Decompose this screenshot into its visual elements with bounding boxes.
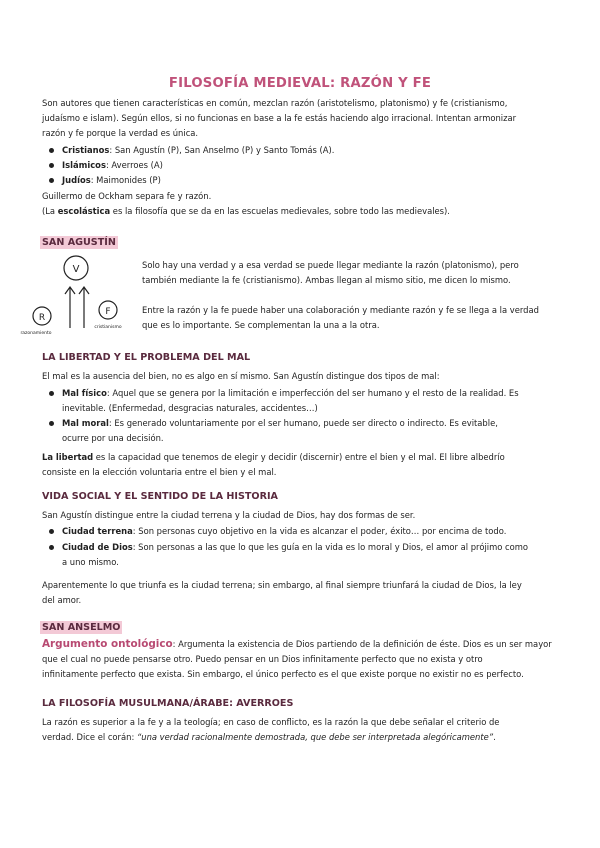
list-item: Ciudad de Dios: Son personas a las que lo que les guía en la vida es lo moral y Dios, el amor al prójimo como a uno mismo. — [62, 540, 556, 570]
razon-fe-diagram — [12, 250, 132, 340]
san-anselmo-paragraph: Argumento ontológico: Argumenta la existencia de Dios partiendo de la definición de éste. Dios es un ser mayor que el cual no puede pensarse otro. Puedo pensar en un Dios infinitamente perfecto que no exista y otro infinitamente perfecto que exista. Sin embargo, el único perfecto es el que existe porque no existir no es perfecto. — [42, 638, 552, 679]
section-heading-libertad: LA LIBERTAD Y EL PROBLEMA DEL MAL — [42, 352, 251, 363]
list-item: Judíos: Maimonides (P) — [62, 173, 556, 188]
escolastica-line: (La escolástica es la filosofía que se da en las escuelas medievales, sobre todo las medievales). — [42, 206, 450, 216]
list-item: Mal físico: Aquel que se genera por la limitación e imperfección del ser humano y el resto de la realidad. Es inevitable. (Enfermedad, desgracias naturales, accidentes…) — [62, 386, 556, 416]
list-item: Mal moral: Es generado voluntariamente por el ser humano, puede ser directo o indirecto. Es evitable, ocurre por una decisión. — [62, 416, 556, 446]
san-agustin-paragraph-2: Entre la razón y la fe puede haber una colaboración y mediante razón y fe se llega a la verdad que es lo importante. Se complementan la una a la otra. — [142, 305, 539, 330]
list-item: Islámicos: Averroes (A) — [62, 158, 556, 173]
vida-social-conclusion: Aparentemente lo que triunfa es la ciudad terrena; sin embargo, al final siempre triunfará la ciudad de Dios, la ley del amor. — [42, 580, 522, 605]
intro-line: judaísmo e islam). Según ellos, si no funcionas en base a la fe estás haciendo algo irracional. Intentan armonizar — [42, 113, 517, 123]
page-title: FILOSOFÍA MEDIEVAL: RAZÓN Y FE — [168, 76, 432, 91]
intro-paragraph — [42, 96, 558, 141]
san-agustin-paragraph-1: Solo hay una verdad y a esa verdad se puede llegar mediante la razón (platonismo), pero también mediante la fe (cristianismo). Ambas llegan al mismo sitio, me dicen lo mismo. — [142, 260, 519, 285]
section-heading-vida-social: VIDA SOCIAL Y EL SENTIDO DE LA HISTORIA — [42, 491, 278, 502]
argumento-ontologico-label: Argumento ontológico — [42, 638, 173, 650]
ockham-line: Guillermo de Ockham separa fe y razón. — [42, 191, 212, 201]
averroes-paragraph: La razón es superior a la fe y a la teología; en caso de conflicto, es la razón la que debe señalar el criterio de verdad. Dice el corán: “una verdad racionalmente demostrada, que debe ser interpretada alegóricamente”. — [42, 717, 500, 742]
fe-caption: cristianismo — [94, 325, 122, 330]
razon-label: R — [38, 313, 46, 323]
list-item: Cristianos: San Agustín (P), San Anselmo (P) y Santo Tomás (A). — [62, 143, 556, 158]
libertad-definition: La libertad es la capacidad que tenemos de elegir y decidir (discernir) entre el bien y el mal. El libre albedrío consiste en la elección voluntaria entre el bien y el mal. — [42, 452, 505, 477]
intro-line: razón y fe porque la verdad es única. — [42, 128, 199, 138]
section-heading-averroes: LA FILOSOFÍA MUSULMANA/ÁRABE: AVERROES — [42, 698, 294, 709]
fe-label: F — [105, 307, 111, 317]
vida-social-intro: San Agustín distingue entre la ciudad terrena y la ciudad de Dios, hay dos formas de ser. — [42, 510, 416, 520]
section-heading-san-agustin: SAN AGUSTÍN — [42, 237, 116, 248]
intro-line: Son autores que tienen características en común, mezclan razón (aristotelismo, platonismo) y fe (cristianismo, — [42, 98, 508, 108]
coran-quote: “una verdad racionalmente demostrada, que debe ser interpretada alegóricamente” — [136, 732, 494, 742]
list-item: Ciudad terrena: Son personas cuyo objetivo en la vida es alcanzar el poder, éxito… por encima de todo. — [62, 524, 556, 539]
verdad-label: V — [72, 264, 80, 275]
section-heading-san-anselmo: SAN ANSELMO — [42, 622, 121, 633]
libertad-intro: El mal es la ausencia del bien, no es algo en sí mismo. San Agustín distingue dos tipos de mal: — [42, 371, 440, 381]
razon-caption: razonamiento — [20, 331, 52, 336]
